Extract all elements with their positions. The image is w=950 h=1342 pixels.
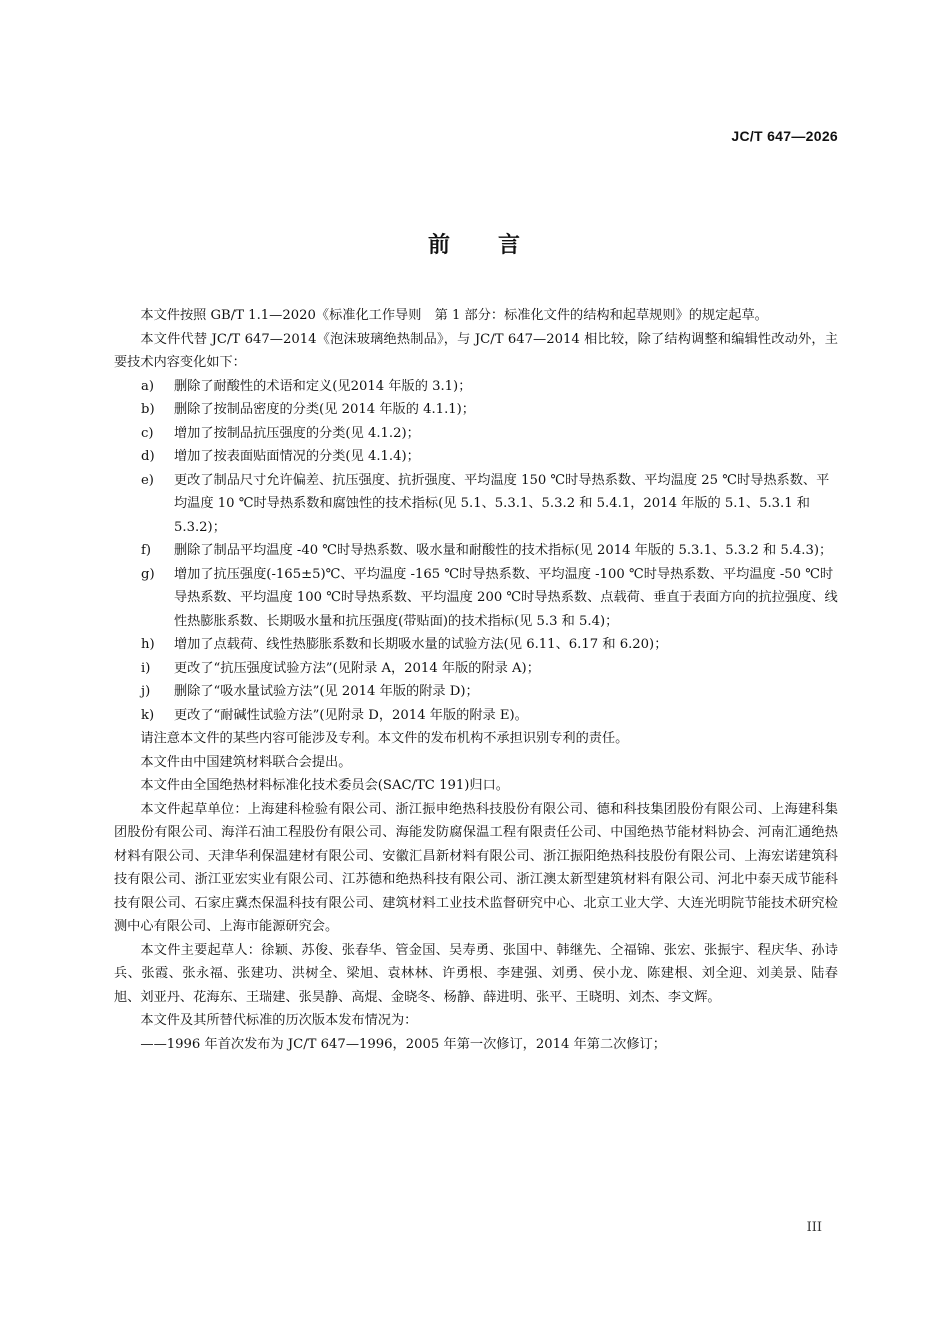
list-item-text: 删除了制品平均温度 -40 ℃时导热系数、吸水量和耐酸性的技术指标(见 2014 年版的 5.3.1、5.3.2 和 5.4.3)；	[174, 543, 833, 558]
list-marker: j)	[141, 684, 151, 699]
paragraph-replacement: 本文件代替 JC/T 647—2014《泡沫玻璃绝热制品》，与 JC/T 647—2014 相比较，除了结构调整和编辑性改动外，主要技术内容变化如下：	[114, 331, 838, 370]
page-title	[0, 228, 950, 259]
list-item	[114, 680, 838, 704]
list-item-text: 更改了“抗压强度试验方法”(见附录 A，2014 年版的附录 A)；	[174, 660, 540, 676]
list-marker: e)	[141, 472, 154, 488]
list-item-text: 增加了按表面贴面情况的分类(见 4.1.4)；	[174, 449, 420, 464]
paragraph-drafters: 本文件主要起草人：徐颖、苏俊、张春华、管金国、吴寿勇、张国中、韩继先、仝福锦、张宏、张振宇、程庆华、孙诗兵、张霞、张永福、张建功、洪树全、梁旭、袁林林、许勇根、李建强、刘勇、侯小龙、陈建根、刘全迎、刘美景、陆春旭、刘亚丹、花海东、王瑞建、张昊静、高焜、金晓冬、杨静、薛进明、张平、王晓明、刘杰、李文辉。	[114, 942, 838, 1005]
list-item	[114, 445, 838, 469]
list-item	[114, 563, 838, 634]
list-item-text: 删除了耐酸性的术语和定义(见2014 年版的 3.1)；	[174, 378, 472, 394]
list-marker: a)	[141, 378, 155, 394]
list-item-text: 删除了按制品密度的分类(见 2014 年版的 4.1.1)；	[174, 402, 475, 417]
paragraph-drafting-rules: 本文件按照 GB/T 1.1—2020《标准化工作导则 第 1 部分：标准化文件的结构和起草规则》的规定起草。	[140, 308, 768, 323]
list-item	[114, 469, 838, 540]
list-marker: g)	[141, 566, 155, 582]
list-marker: b)	[141, 402, 155, 417]
paragraph-drafting-units: 本文件起草单位：上海建科检验有限公司、浙江振申绝热科技股份有限公司、德和科技集团股份有限公司、上海建科集团股份有限公司、海洋石油工程股份有限公司、海能发防腐保温工程有限责任公司、中国绝热节能材料协会、河南汇通绝热材料有限公司、天津华利保温建材有限公司、安徽汇昌新材料有限公司、浙江振阳绝热科技股份有限公司、上海宏诺建筑科技有限公司、浙江亚宏实业有限公司、江苏德和绝热科技有限公司、浙江澳太新型建筑材料有限公司、河北中泰天成节能科技有限公司、石家庄冀杰保温科技有限公司、建筑材料工业技术监督研究中心、北京工业大学、大连光明院节能技术研究检测中心有限公司、上海市能源研究会。	[114, 801, 838, 934]
title-char-2: 言	[498, 233, 523, 258]
list-item	[114, 539, 838, 563]
paragraph-patent-notice: 请注意本文件的某些内容可能涉及专利。本文件的发布机构不承担识别专利的责任。	[140, 731, 629, 746]
list-item	[114, 704, 838, 728]
list-item-text: 增加了按制品抗压强度的分类(见 4.1.2)；	[174, 425, 420, 441]
changes-list	[114, 375, 838, 728]
list-item-text: 更改了制品尺寸允许偏差、抗压强度、抗折强度、平均温度 150 ℃时导热系数、平均温度 25 ℃时导热系数、平均温度 10 ℃时导热系数和腐蚀性的技术指标(见 5.1、5.3.1、5.3.2 和 5.4.1，2014 年版的 5.1、5.3.1 和 5.3.2)；	[174, 472, 830, 535]
title-char-1: 前	[427, 233, 452, 258]
document-code: JC/T 647—2026	[731, 128, 838, 144]
paragraph-history-intro: 本文件及其所替代标准的历次版本发布情况为：	[140, 1013, 418, 1028]
paragraph-proposer: 本文件由中国建筑材料联合会提出。	[140, 754, 352, 770]
list-marker: i)	[141, 660, 151, 676]
list-marker: c)	[141, 425, 154, 441]
paragraph-committee: 本文件由全国绝热材料标准化技术委员会(SAC/TC 191)归口。	[140, 778, 509, 793]
list-item	[114, 657, 838, 681]
list-item	[114, 422, 838, 446]
list-marker: h)	[141, 637, 155, 652]
list-marker: k)	[141, 707, 155, 723]
list-item	[114, 633, 838, 657]
list-item-text: 删除了“吸水量试验方法”(见 2014 年版的附录 D)；	[174, 684, 479, 699]
list-item	[114, 398, 838, 422]
list-item-text: 增加了点载荷、线性热膨胀系数和长期吸水量的试验方法(见 6.11、6.17 和 6.20)；	[174, 637, 668, 652]
page-number: III	[806, 1220, 822, 1235]
list-item-text: 增加了抗压强度(-165±5)℃、平均温度 -165 ℃时导热系数、平均温度 -100 ℃时导热系数、平均温度 -50 ℃时导热系数、平均温度 100 ℃时导热系数、平均温度 200 ℃时导热系数、点载荷、垂直于表面方向的抗拉强度、线性热膨胀系数、长期吸水量和抗压强度(带贴面)的技术指标(见 5.3 和 5.4)；	[174, 566, 838, 629]
history-item: ——1996 年首次发布为 JC/T 647—1996，2005 年第一次修订，2014 年第二次修订；	[140, 1036, 666, 1052]
list-item-text: 更改了“耐碱性试验方法”(见附录 D，2014 年版的附录 E)。	[174, 707, 528, 723]
list-marker: d)	[141, 449, 155, 464]
list-item	[114, 375, 838, 399]
foreword-body	[114, 304, 838, 1056]
list-marker: f)	[141, 543, 152, 558]
